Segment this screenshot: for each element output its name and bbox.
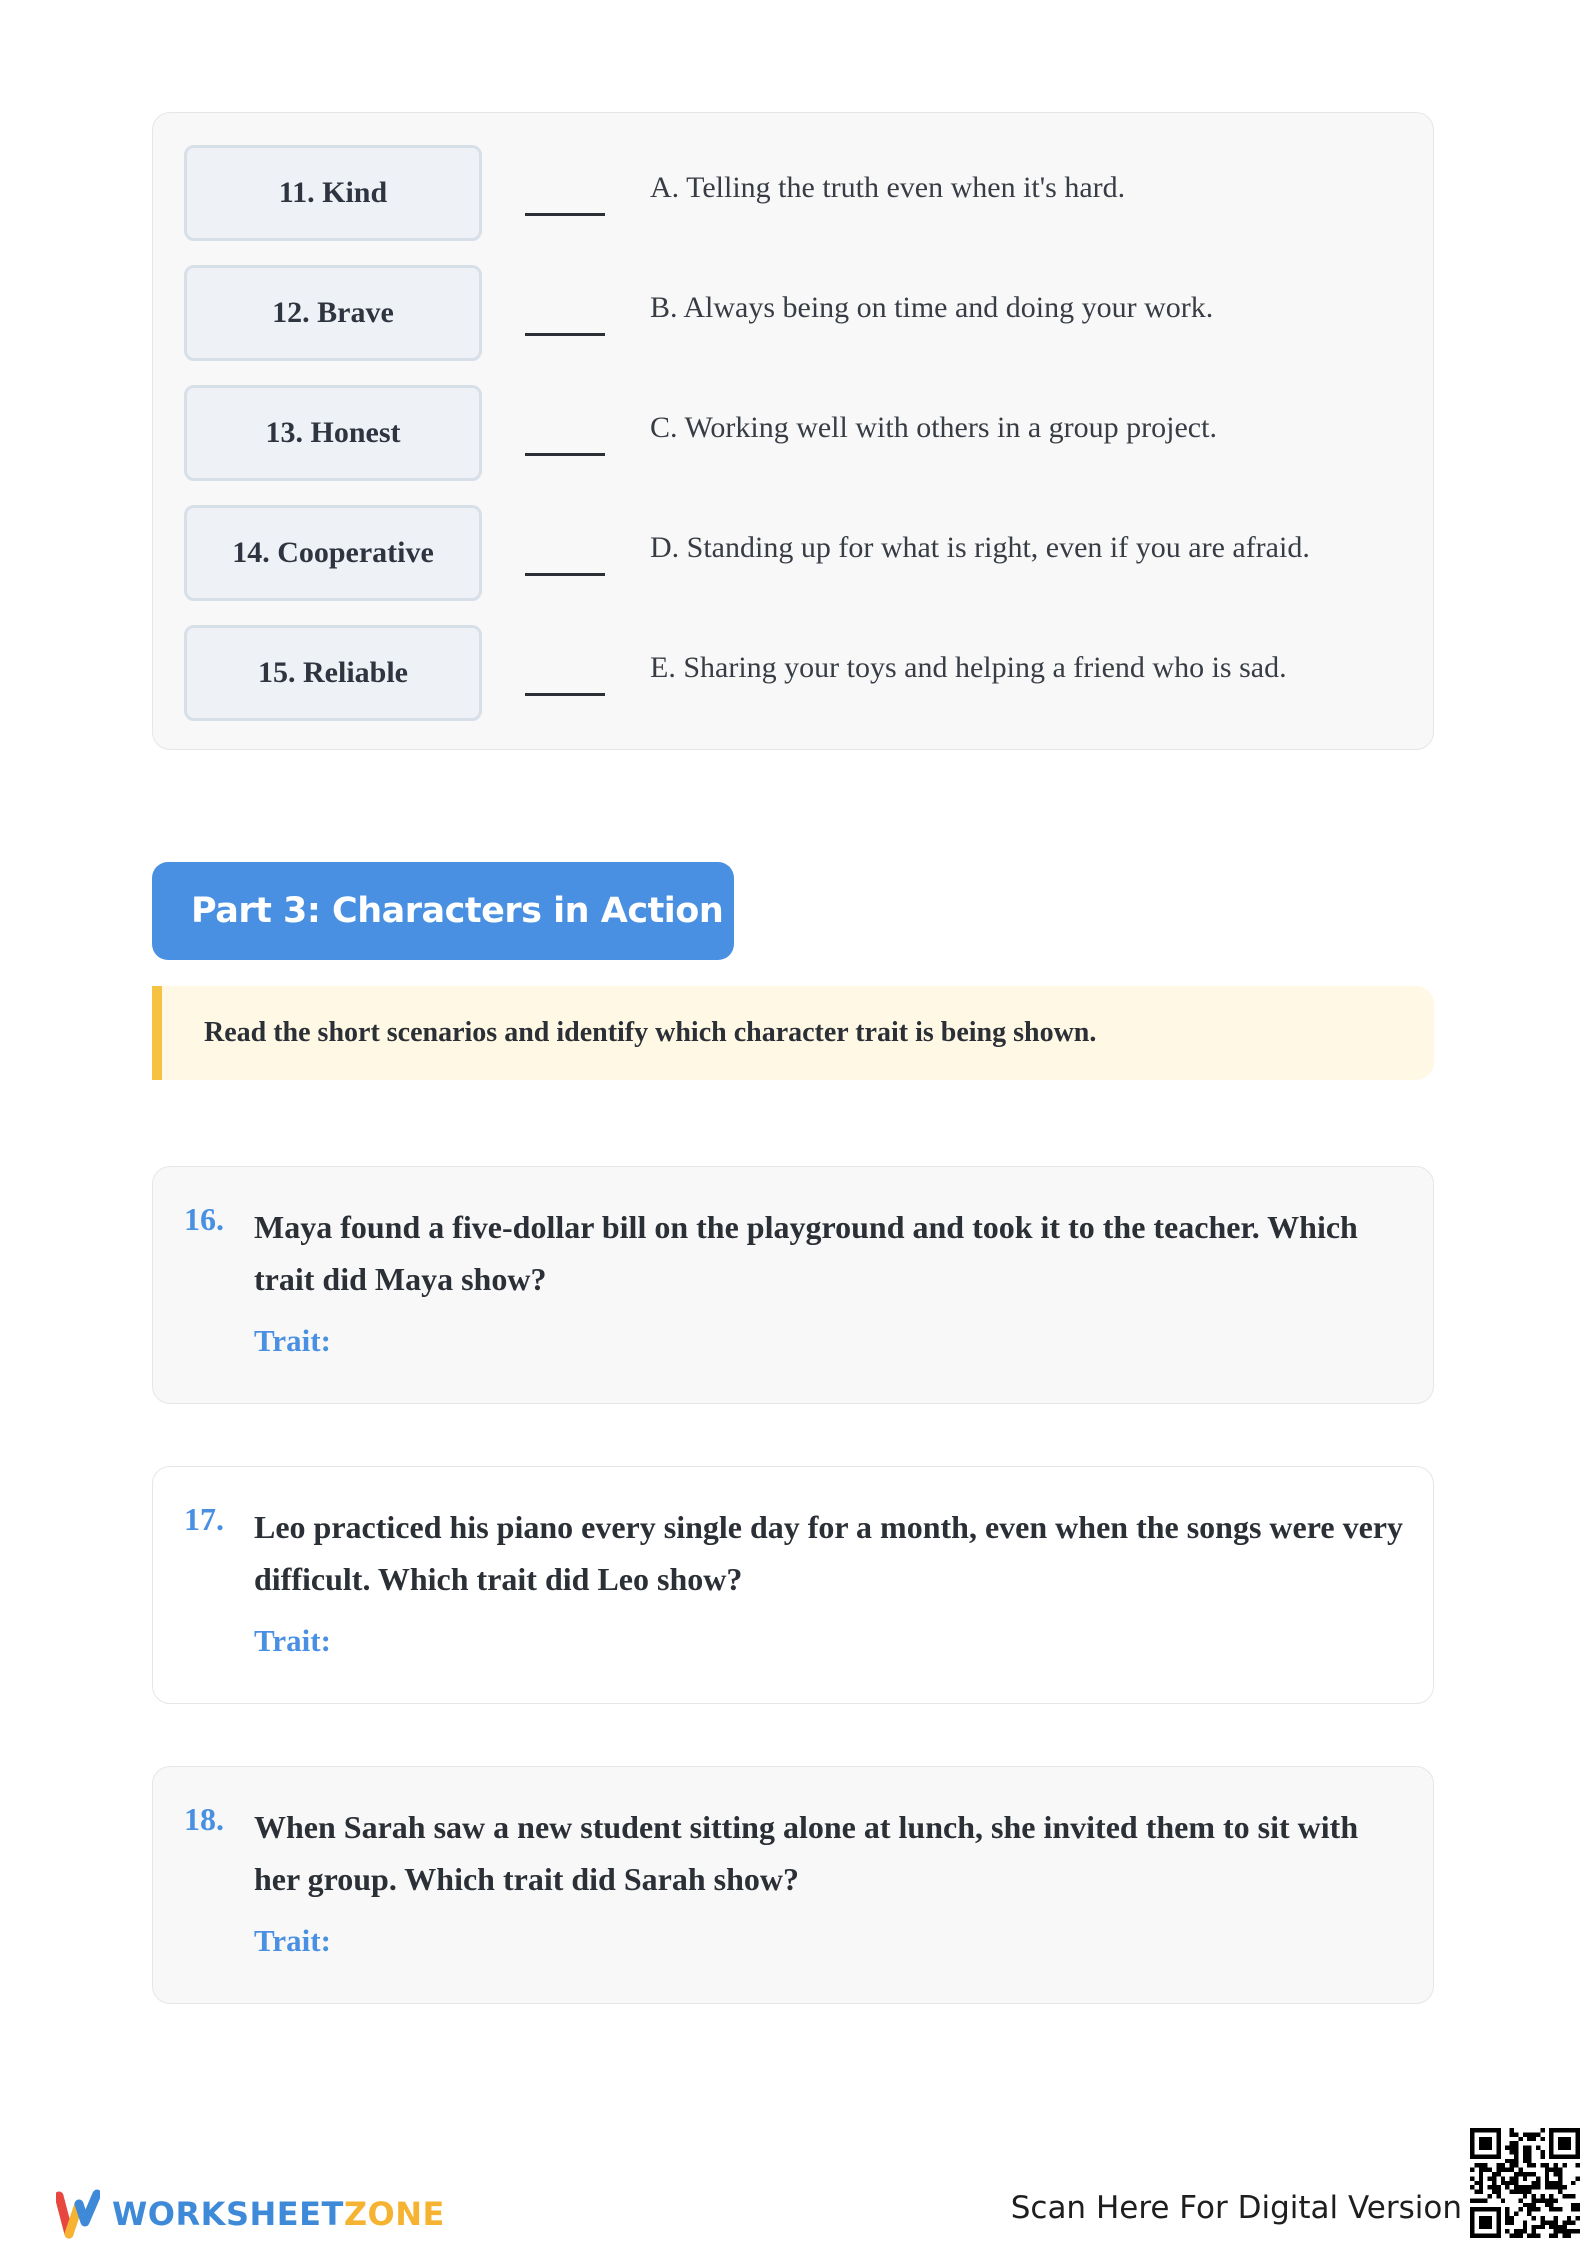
question-number: 18. — [184, 1801, 224, 1837]
question-text: When Sarah saw a new student sitting alone at lunch, she invited them to sit with her group. Which trait did Sarah show? — [254, 1809, 1359, 1897]
logo-wordmark: WORKSHEETZONE — [112, 2195, 445, 2233]
question-card — [152, 1766, 1434, 2004]
term-box: 14. Cooperative — [184, 505, 482, 601]
definition-text: D. Standing up for what is right, even if you are afraid. — [650, 531, 1310, 564]
qr-code-icon[interactable] — [1470, 2128, 1580, 2243]
trait-answer-field[interactable]: Trait: — [254, 1323, 331, 1358]
definition-text: B. Always being on time and doing your work. — [650, 291, 1214, 324]
matching-section — [152, 112, 1434, 750]
matching-row — [153, 113, 1433, 209]
logo-w-icon — [56, 2188, 100, 2240]
scan-caption: Scan Here For Digital Version — [1010, 2190, 1462, 2226]
answer-blank[interactable] — [525, 333, 605, 336]
matching-row — [153, 233, 1433, 329]
term-box: 12. Brave — [184, 265, 482, 361]
worksheetzone-logo[interactable] — [56, 2186, 445, 2242]
answer-blank[interactable] — [525, 453, 605, 456]
trait-answer-field[interactable]: Trait: — [254, 1623, 331, 1658]
matching-row — [153, 473, 1433, 569]
term-box: 13. Honest — [184, 385, 482, 481]
term-box: 15. Reliable — [184, 625, 482, 721]
answer-blank[interactable] — [525, 573, 605, 576]
question-number: 17. — [184, 1501, 224, 1537]
question-card — [152, 1166, 1434, 1404]
question-card — [152, 1466, 1434, 1704]
matching-row — [153, 593, 1433, 689]
question-number: 16. — [184, 1201, 224, 1237]
answer-blank[interactable] — [525, 213, 605, 216]
matching-row — [153, 353, 1433, 449]
definition-text: A. Telling the truth even when it's hard. — [650, 171, 1126, 204]
part3-header: Part 3: Characters in Action — [152, 862, 734, 960]
definition-text: E. Sharing your toys and helping a friend who is sad. — [650, 651, 1287, 684]
answer-blank[interactable] — [525, 693, 605, 696]
instructions-callout: Read the short scenarios and identify which character trait is being shown. — [152, 986, 1434, 1080]
trait-answer-field[interactable]: Trait: — [254, 1923, 331, 1958]
definition-text: C. Working well with others in a group project. — [650, 411, 1217, 444]
term-box: 11. Kind — [184, 145, 482, 241]
question-text: Maya found a five-dollar bill on the playground and took it to the teacher. Which trait did Maya show? — [254, 1209, 1358, 1297]
question-text: Leo practiced his piano every single day for a month, even when the songs were very difficult. Which trait did Leo show? — [254, 1509, 1403, 1597]
